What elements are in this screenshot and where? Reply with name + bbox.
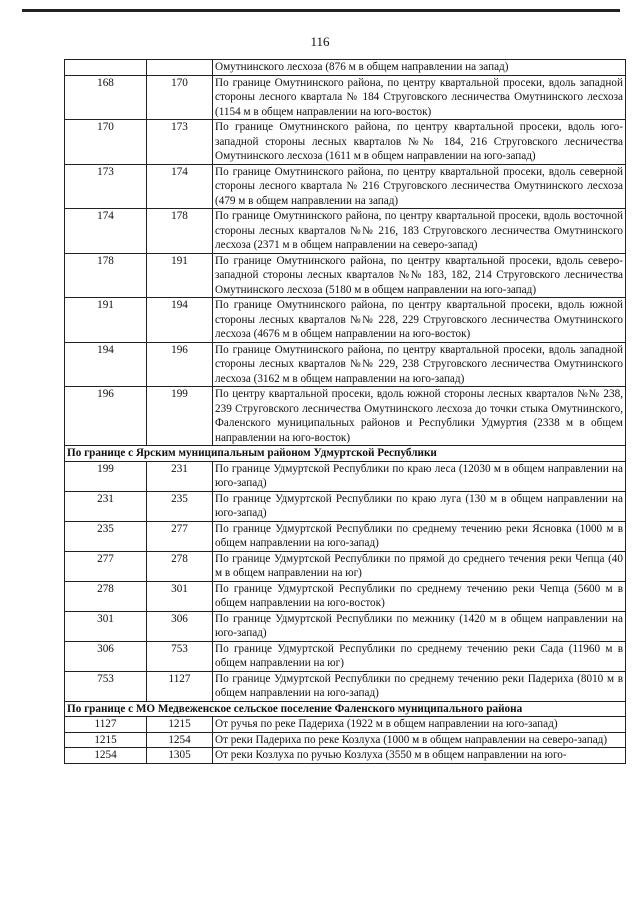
table-row xyxy=(65,342,626,387)
boundary-description: По границе Удмуртской Республики по среднему течению реки Сада (11960 м в общем направлении на юг) xyxy=(213,641,626,671)
point-from: 199 xyxy=(65,461,147,491)
header-rule xyxy=(22,9,620,12)
table-row xyxy=(65,641,626,671)
point-from: 196 xyxy=(65,387,147,446)
boundary-description: По границе Удмуртской Республики по прямой до среднего течения реки Чепца (40 м в общем направлении на юг) xyxy=(213,551,626,581)
point-from xyxy=(65,60,147,76)
boundary-description: От реки Козлуха по ручью Козлуха (3550 м в общем направлении на юго- xyxy=(213,748,626,764)
point-to: 191 xyxy=(147,253,213,298)
point-from: 1127 xyxy=(65,717,147,733)
table-row xyxy=(65,551,626,581)
point-to: 306 xyxy=(147,611,213,641)
point-to: 278 xyxy=(147,551,213,581)
point-from: 178 xyxy=(65,253,147,298)
point-from: 278 xyxy=(65,581,147,611)
point-from: 194 xyxy=(65,342,147,387)
point-to: 196 xyxy=(147,342,213,387)
boundary-description: По границе Омутнинского района, по центру квартальной просеки, вдоль западной стороны лесного квартала № 184 Струговского лесничества Омутнинского лесхоза (1154 м в общем направлении на юго-восток) xyxy=(213,75,626,120)
boundary-description: По центру квартальной просеки, вдоль южной стороны лесных кварталов №№ 238, 239 Струговского лесничества Омутнинского лесхоза до точки стыка Омутнинского, Фаленского муниципальных районов и Республики Удмуртия (2338 м в общем направлении на юго-восток) xyxy=(213,387,626,446)
boundary-description: По границе Удмуртской Республики по среднему течению реки Чепца (5600 м в общем направлении на юго-восток) xyxy=(213,581,626,611)
point-to: 277 xyxy=(147,521,213,551)
boundary-description: По границе Удмуртской Республики по краю леса (12030 м в общем направлении на юго-запад) xyxy=(213,461,626,491)
point-to: 1127 xyxy=(147,671,213,701)
table-row xyxy=(65,461,626,491)
point-to xyxy=(147,60,213,76)
point-to: 170 xyxy=(147,75,213,120)
point-from: 173 xyxy=(65,164,147,209)
boundary-description: От реки Падериха по реке Козлуха (1000 м в общем направлении на северо-запад) xyxy=(213,732,626,748)
point-to: 235 xyxy=(147,491,213,521)
point-to: 301 xyxy=(147,581,213,611)
table-row xyxy=(65,60,626,76)
table-row xyxy=(65,491,626,521)
point-to: 178 xyxy=(147,209,213,254)
point-from: 235 xyxy=(65,521,147,551)
point-to: 199 xyxy=(147,387,213,446)
boundary-description: По границе Омутнинского района, по центру квартальной просеки, вдоль западной стороны лесных кварталов №№ 229, 238 Струговского лесничества Омутнинского лесхоза (3162 м в общем направлении на юго-запад) xyxy=(213,342,626,387)
boundary-description: По границе Омутнинского района, по центру квартальной просеки, вдоль юго-западной стороны лесных кварталов №№ 184, 216 Струговского лесничества Омутнинского лесхоза (1611 м в общем направлении на юго-запад) xyxy=(213,120,626,165)
boundary-description: По границе Омутнинского района, по центру квартальной просеки, вдоль северной стороны лесного квартала № 216 Струговского лесничества Омутнинского лесхоза (479 м в общем направлении на запад) xyxy=(213,164,626,209)
table-row xyxy=(65,387,626,446)
table-row xyxy=(65,748,626,764)
table-row xyxy=(65,298,626,343)
point-to: 1254 xyxy=(147,732,213,748)
boundary-description: По границе Удмуртской Республики по межнику (1420 м в общем направлении на юго-запад) xyxy=(213,611,626,641)
point-to: 174 xyxy=(147,164,213,209)
table-row xyxy=(65,581,626,611)
boundary-description: По границе Удмуртской Республики по среднему течению реки Ясновка (1000 м в общем направлении на юго-запад) xyxy=(213,521,626,551)
point-to: 753 xyxy=(147,641,213,671)
point-from: 1254 xyxy=(65,748,147,764)
boundary-description: От ручья по реке Падериха (1922 м в общем направлении на юго-запад) xyxy=(213,717,626,733)
table-row xyxy=(65,75,626,120)
point-from: 191 xyxy=(65,298,147,343)
boundary-description: По границе Удмуртской Республики по среднему течению реки Падериха (8010 м в общем направлении на юго-запад) xyxy=(213,671,626,701)
section-title: По границе с Ярским муниципальным районом Удмуртской Республики xyxy=(65,446,626,462)
point-from: 170 xyxy=(65,120,147,165)
point-to: 231 xyxy=(147,461,213,491)
section-title: По границе с МО Медвеженское сельское поселение Фаленского муниципального района xyxy=(65,701,626,717)
point-from: 174 xyxy=(65,209,147,254)
page-number: 116 xyxy=(310,34,330,49)
point-from: 301 xyxy=(65,611,147,641)
boundary-description: По границе Омутнинского района, по центру квартальной просеки, вдоль северо-западной стороны лесных кварталов №№ 183, 182, 214 Струговского лесничества Омутнинского лесхоза (5180 м в общем направлении на юго-запад) xyxy=(213,253,626,298)
point-from: 753 xyxy=(65,671,147,701)
point-to: 1215 xyxy=(147,717,213,733)
section-header-row xyxy=(65,446,626,462)
point-to: 1305 xyxy=(147,748,213,764)
point-to: 173 xyxy=(147,120,213,165)
point-from: 306 xyxy=(65,641,147,671)
point-from: 1215 xyxy=(65,732,147,748)
table-row xyxy=(65,253,626,298)
boundary-description: По границе Омутнинского района, по центру квартальной просеки, вдоль южной стороны лесных кварталов №№ 228, 229 Струговского лесничества Омутнинского лесхоза (4676 м в общем направлении на юго-восток) xyxy=(213,298,626,343)
section-header-row xyxy=(65,701,626,717)
table-row xyxy=(65,717,626,733)
boundary-description: По границе Омутнинского района, по центру квартальной просеки, вдоль восточной стороны лесных кварталов №№ 216, 183 Струговского лесничества Омутнинского лесхоза (2371 м в общем направлении на северо-запад) xyxy=(213,209,626,254)
boundary-description: Омутнинского лесхоза (876 м в общем направлении на запад) xyxy=(213,60,626,76)
table-row xyxy=(65,732,626,748)
boundary-description: По границе Удмуртской Республики по краю луга (130 м в общем направлении на юго-запад) xyxy=(213,491,626,521)
table-row xyxy=(65,209,626,254)
table-row xyxy=(65,611,626,641)
table-row xyxy=(65,164,626,209)
table-row xyxy=(65,120,626,165)
boundary-table xyxy=(64,59,626,764)
point-from: 168 xyxy=(65,75,147,120)
point-from: 231 xyxy=(65,491,147,521)
point-to: 194 xyxy=(147,298,213,343)
table-row xyxy=(65,521,626,551)
table-row xyxy=(65,671,626,701)
boundary-table-body xyxy=(65,60,626,764)
point-from: 277 xyxy=(65,551,147,581)
